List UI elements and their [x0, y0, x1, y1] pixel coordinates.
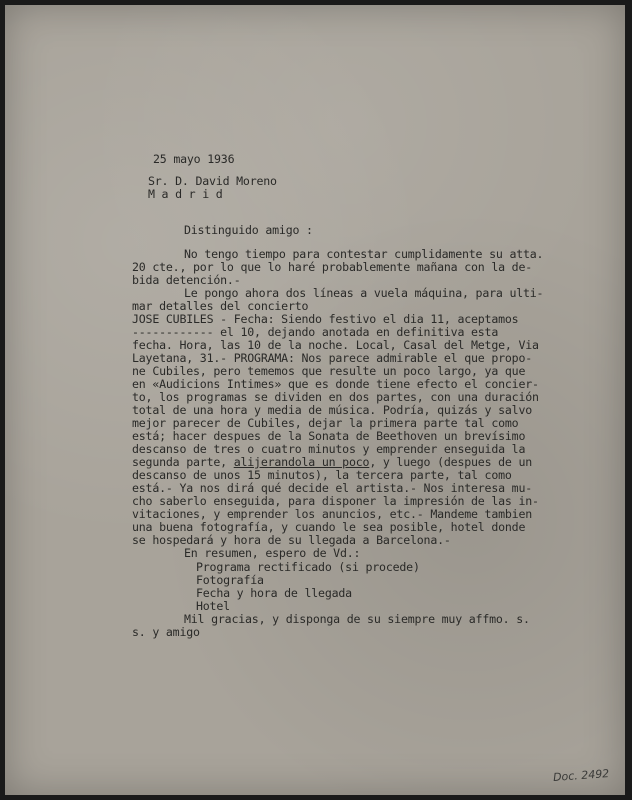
paragraph-line: se hospedará y hora de su llegada a Barcelona.- — [132, 533, 451, 547]
paragraph-line: descanso de tres o cuatro minutos y emprender enseguida la — [132, 442, 526, 456]
closing-line: s. y amigo — [132, 625, 200, 639]
paragraph-line: cho saberlo enseguida, para disponer la impresión de las in- — [132, 494, 539, 508]
paragraph-line: está; hacer despues de la Sonata de Beethoven un brevísimo — [132, 429, 526, 443]
summary-line: En resumen, espero de Vd.: — [184, 546, 361, 560]
list-item: Fecha y hora de llegada — [196, 586, 352, 600]
paragraph-line: to, los programas se dividen en dos partes, con una duración — [132, 390, 539, 404]
paragraph-line: No tengo tiempo para contestar cumplidamente su atta. — [184, 247, 544, 261]
paragraph-line: Le pongo ahora dos líneas a vuela máquina, para ulti- — [184, 286, 544, 300]
underlined-phrase: alijerandola un poco — [233, 455, 370, 469]
list-item: Fotografía — [196, 573, 264, 587]
paragraph-line: bida detención.- — [132, 273, 241, 287]
list-item: Hotel — [196, 599, 230, 613]
paragraph-line: está.- Ya nos dirá qué decide el artista.- Nos interesa mu- — [132, 481, 533, 495]
paragraph-line: fecha. Hora, las 10 de la noche. Local, Casal del Metge, Via — [132, 338, 539, 352]
paragraph-line: una buena fotografía, y cuando le sea posible, hotel donde — [132, 520, 526, 534]
paragraph-line: descanso de unos 15 minutos), la tercera parte, tal como — [132, 468, 512, 482]
paragraph-line: ne Cubiles, pero tememos que resulte un poco largo, ya que — [132, 364, 526, 378]
paper-sheet — [5, 5, 625, 795]
letter-date: 25 mayo 1936 — [153, 152, 235, 166]
paragraph-line: en «Audicions Intimes» que es donde tiene efecto el concier- — [132, 377, 539, 391]
line-segment: , y luego (despues de un — [369, 455, 533, 469]
paragraph-line: JOSE CUBILES - Fecha: Siendo festivo el dia 11, aceptamos — [132, 312, 519, 326]
list-item: Programa rectificado (si procede) — [196, 560, 420, 574]
paragraph-line: ------------ el 10, dejando anotada en definitiva esta — [132, 325, 499, 339]
salutation: Distinguido amigo : — [184, 223, 313, 237]
letter-body — [5, 5, 625, 795]
recipient-city: M a d r i d — [148, 187, 223, 201]
paragraph-line: total de una hora y media de música. Podría, quizás y salvo — [132, 403, 533, 417]
paragraph-line: mar detalles del concierto — [132, 299, 309, 313]
paragraph-line: 20 cte., por lo que lo haré probablemente mañana con la de- — [132, 260, 533, 274]
line-segment: segunda parte, — [132, 455, 234, 469]
closing-line: Mil gracias, y disponga de su siempre muy affmo. s. — [184, 612, 530, 626]
paragraph-line: vitaciones, y emprender los anuncios, etc.- Mandeme tambien — [132, 507, 533, 521]
paragraph-line: Layetana, 31.- PROGRAMA: Nos parece admirable el que propo- — [132, 351, 533, 365]
paragraph-line: mejor parecer de Cubiles, dejar la primera parte tal como — [132, 416, 519, 430]
document-number: Doc. 2492 — [552, 767, 610, 784]
recipient-name: Sr. D. David Moreno — [148, 174, 277, 188]
